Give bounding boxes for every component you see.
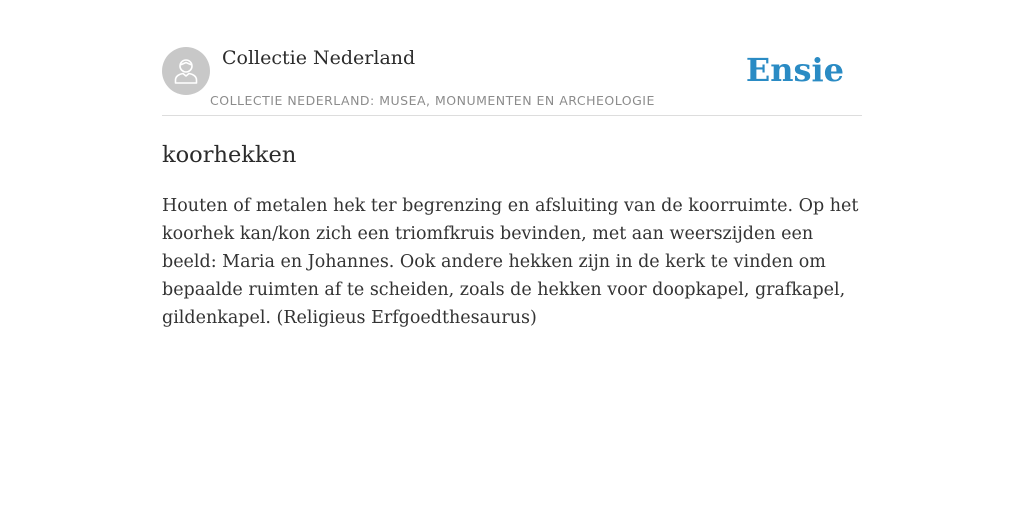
avatar[interactable] xyxy=(162,47,210,95)
brand-logo[interactable]: Ensie xyxy=(745,51,844,89)
author-subtitle: COLLECTIE NEDERLAND: MUSEA, MONUMENTEN EN ARCHEOLOGIE xyxy=(210,93,655,108)
user-placeholder-icon xyxy=(171,56,201,86)
entry-header xyxy=(162,0,862,116)
entry-term: koorhekken xyxy=(162,142,297,168)
entry-card xyxy=(162,0,862,328)
author-name[interactable]: Collectie Nederland xyxy=(222,47,416,69)
entry-definition: Houten of metalen hek ter begrenzing en afsluiting van de koorruimte. Op het koorhek kan/kon zich een triomfkruis bevinden, met aan weerszijden een beeld: Maria en Johannes. Ook andere hekken zijn in de kerk te vinden om bepaalde ruimten af te scheiden, zoals de hekken voor doopkapel, grafkapel, gildenkapel. (Religieus Erfgoedthesaurus) xyxy=(162,196,859,328)
